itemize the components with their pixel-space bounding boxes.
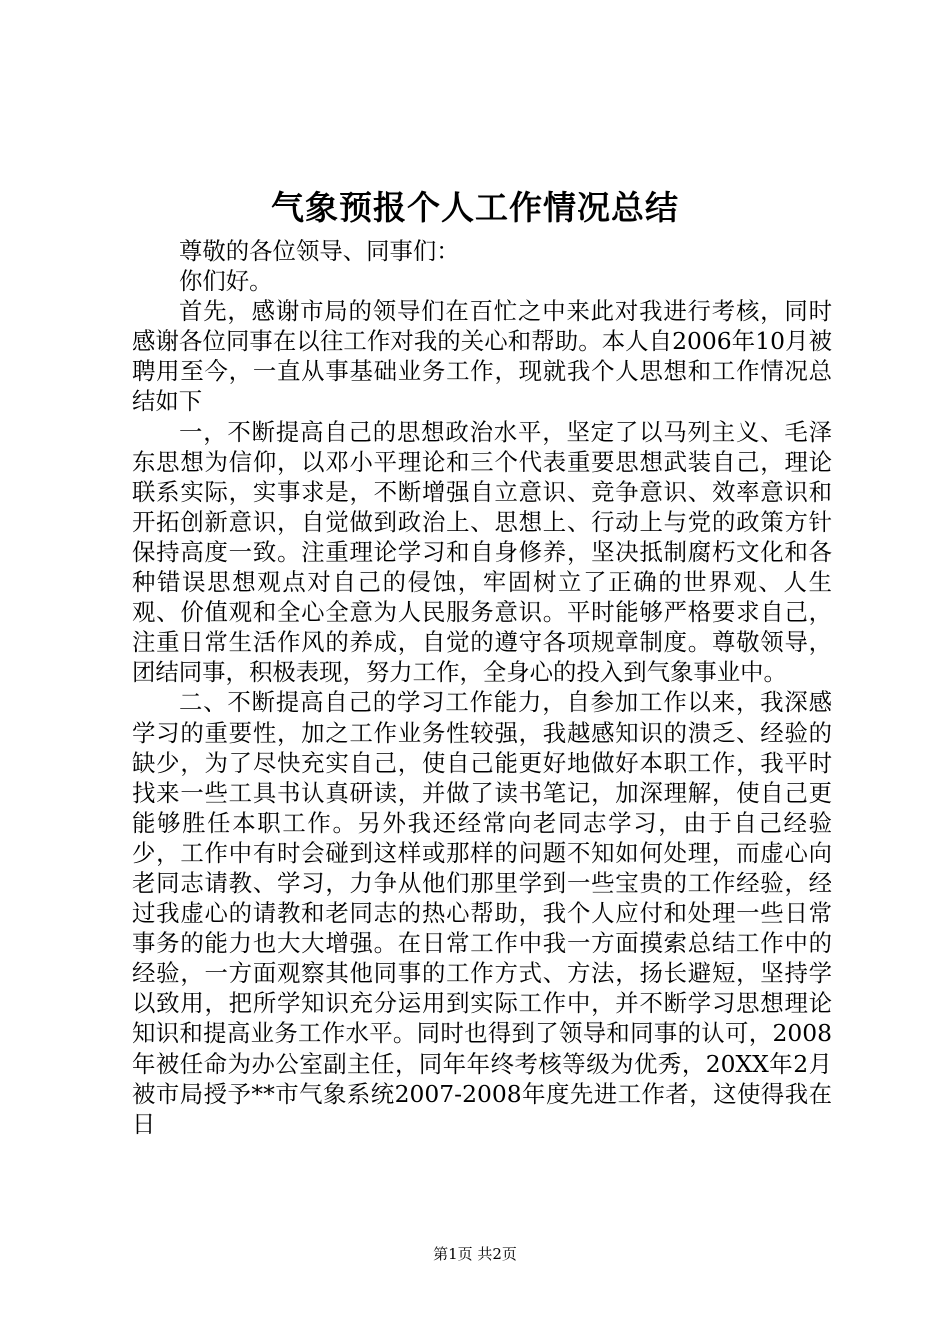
section-one-paragraph: 一，不断提高自己的思想政治水平，坚定了以马列主义、毛泽东思想为信仰，以邓小平理论和三个代表重要思想武装自己，理论联系实际，实事求是，不断增强自立意识、竞争意识、效率意识和开拓创新意识，自觉做到政治上、思想上、行动上与党的政策方针保持高度一致。注重理论学习和自身修养，坚决抵制腐朽文化和各种错误思想观点对自己的侵蚀，牢固树立了正确的世界观、人生观、价值观和全心全意为人民服务意识。平时能够严格要求自己，注重日常生活作风的养成，自觉的遵守各项规章制度。尊敬领导，团结同事，积极表现，努力工作，全身心的投入到气象事业中。: [132, 417, 832, 687]
salutation: 尊敬的各位领导、同事们：: [179, 237, 460, 265]
document-title: 气象预报个人工作情况总结: [271, 188, 679, 227]
intro-paragraph: 首先，感谢市局的领导们在百忙之中来此对我进行考核，同时感谢各位同事在以往工作对我的关心和帮助。本人自2006年10月被聘用至今，一直从事基础业务工作，现就我个人思想和工作情况总结如下: [132, 297, 832, 416]
greeting: 你们好。: [179, 267, 273, 296]
document-body: [132, 236, 832, 1139]
page-footer: 第1页 共2页: [433, 1245, 517, 1263]
section-two-paragraph: 二、不断提高自己的学习工作能力，自参加工作以来，我深感学习的重要性，加之工作业务性较强，我越感知识的溃乏、经验的缺少，为了尽快充实自己，使自己能更好地做好本职工作，我平时找来一些工具书认真研读，并做了读书笔记，加深理解，使自己更能够胜任本职工作。另外我还经常向老同志学习，由于自己经验少，工作中有时会碰到这样或那样的问题不知如何处理，而虚心向老同志请教、学习，力争从他们那里学到一些宝贵的工作经验，经过我虚心的请教和老同志的热心帮助，我个人应付和处理一些日常事务的能力也大大增强。在日常工作中我一方面摸索总结工作中的经验，一方面观察其他同事的工作方式、方法，扬长避短，坚持学以致用，把所学知识充分运用到实际工作中，并不断学习思想理论知识和提高业务工作水平。同时也得到了领导和同事的认可，2008年被任命为办公室副主任，同年年终考核等级为优秀，20XX年2月被市局授予**市气象系统2007-2008年度先进工作者，这使得我在日: [132, 688, 832, 1138]
